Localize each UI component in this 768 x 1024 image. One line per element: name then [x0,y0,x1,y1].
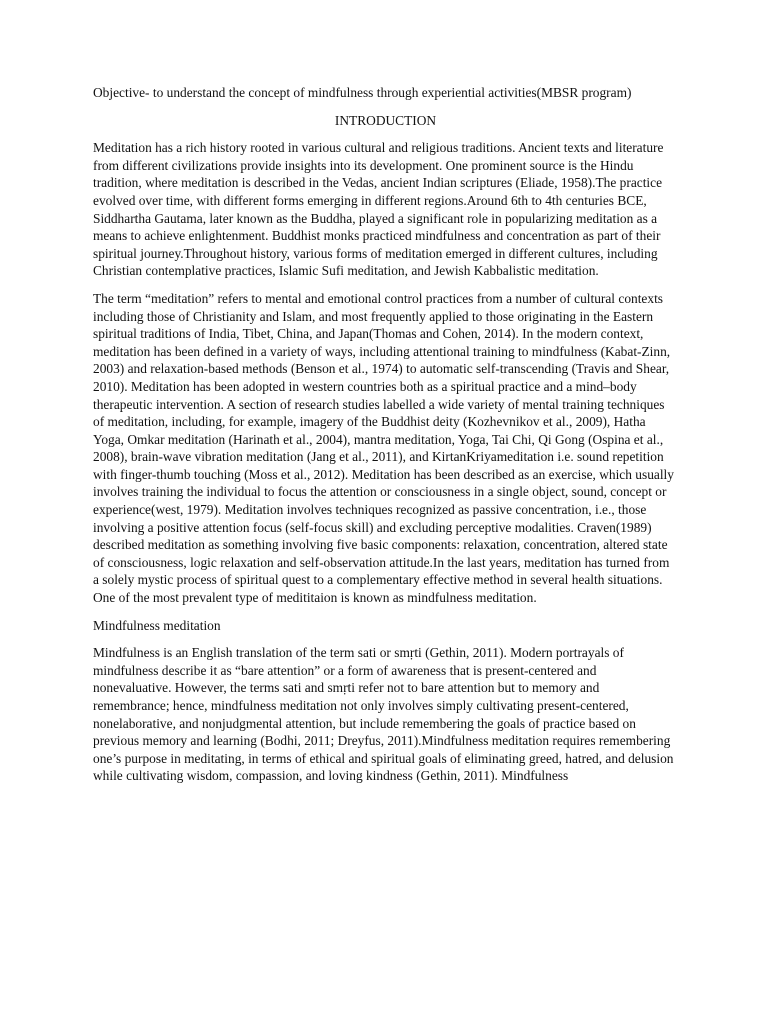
mindfulness-heading: Mindfulness meditation [93,617,221,633]
introduction-heading: INTRODUCTION [334,112,437,128]
paragraph-history: Meditation has a rich history rooted in various cultural and religious traditions. Ancient texts and literature from different civilizations provide insights into its development. One prominent source is the Hindu tradition, where meditation is described in the Vedas, ancient Indian scriptures (Eliade, 1958).The practice evolved over time, with different forms emerging in different regions.Around 6th to 4th centuries BCE, Siddhartha Gautama, later known as the Buddha, played a significant role in popularizing meditation as a means to achieve enlightenment. Buddhist monks practiced mindfulness and concentration as part of their spiritual journey.Throughout history, various forms of meditation emerged in different cultures, including Christian contemplative practices, Islamic Sufi meditation, and Jewish Kabbalistic meditation. [93,140,664,279]
objective-text: Objective- to understand the concept of mindfulness through experiential activities(MBSR program) [93,85,632,100]
document-page [93,84,678,794]
paragraph-mindfulness: Mindfulness is an English translation of the term sati or smṛti (Gethin, 2011). Modern portrayals of mindfulness describe it as “bare attention” or a form of awareness that is present-centered and nonevaluative. However, the terms sati and smṛti refer not to bare attention but to memory and remembrance; hence, mindfulness meditation not only involves simply cultivating present-centered, nonelaborative, and nonjudgmental attention, but include remembering the goals of practice based on previous memory and learning (Bodhi, 2011; Dreyfus, 2011).Mindfulness meditation requires remembering one’s purpose in meditating, in terms of ethical and spiritual goals of eliminating greed, hatred, and delusion while cultivating wisdom, compassion, and loving kindness (Gethin, 2011). Mindfulness [93,645,674,784]
paragraph-meditation-term: The term “meditation” refers to mental and emotional control practices from a number of cultural contexts including those of Christianity and Islam, and most frequently applied to those originating in the Eastern spiritual traditions of India, Tibet, China, and Japan(Thomas and Cohen, 2014). In the modern context, meditation has been defined in a variety of ways, including attentional training to mindfulness (Kabat-Zinn, 2003) and relaxation-based methods (Benson et al., 1974) to automatic self-transcending (Travis and Shear, 2010). Meditation has been adopted in western countries both as a spiritual practice and a mind–body therapeutic intervention. A section of research studies labelled a wide variety of mental training techniques of meditation, including, for example, imagery of the Buddhist deity (Kozhevnikov et al., 2009), Hatha Yoga, Omkar meditation (Harinath et al., 2004), mantra meditation, Yoga, Tai Chi, Qi Gong (Ospina et al., 2008), brain-wave vibration meditation (Jang et al., 2011), and KirtanKriyameditation i.e. sound repetition with finger-thumb touching (Moss et al., 2012). Meditation has been described as an exercise, which usually involves training the individual to focus the attention or consciousness in a single object, sound, concept or experience(west, 1979). Meditation involves techniques recognized as passive concentration, i.e., those involving a positive attention focus (self-focus skill) and excluding perceptive modalities. Craven(1989) described meditation as something involving five basic components: relaxation, concentration, altered state of consciousness, logic relaxation and self-observation attitude.In the last years, meditation has turned from a solely mystic process of spiritual quest to a complementary effective method in several health situations. One of the most prevalent type of medititaion is known as mindfulness meditation. [93,290,674,606]
